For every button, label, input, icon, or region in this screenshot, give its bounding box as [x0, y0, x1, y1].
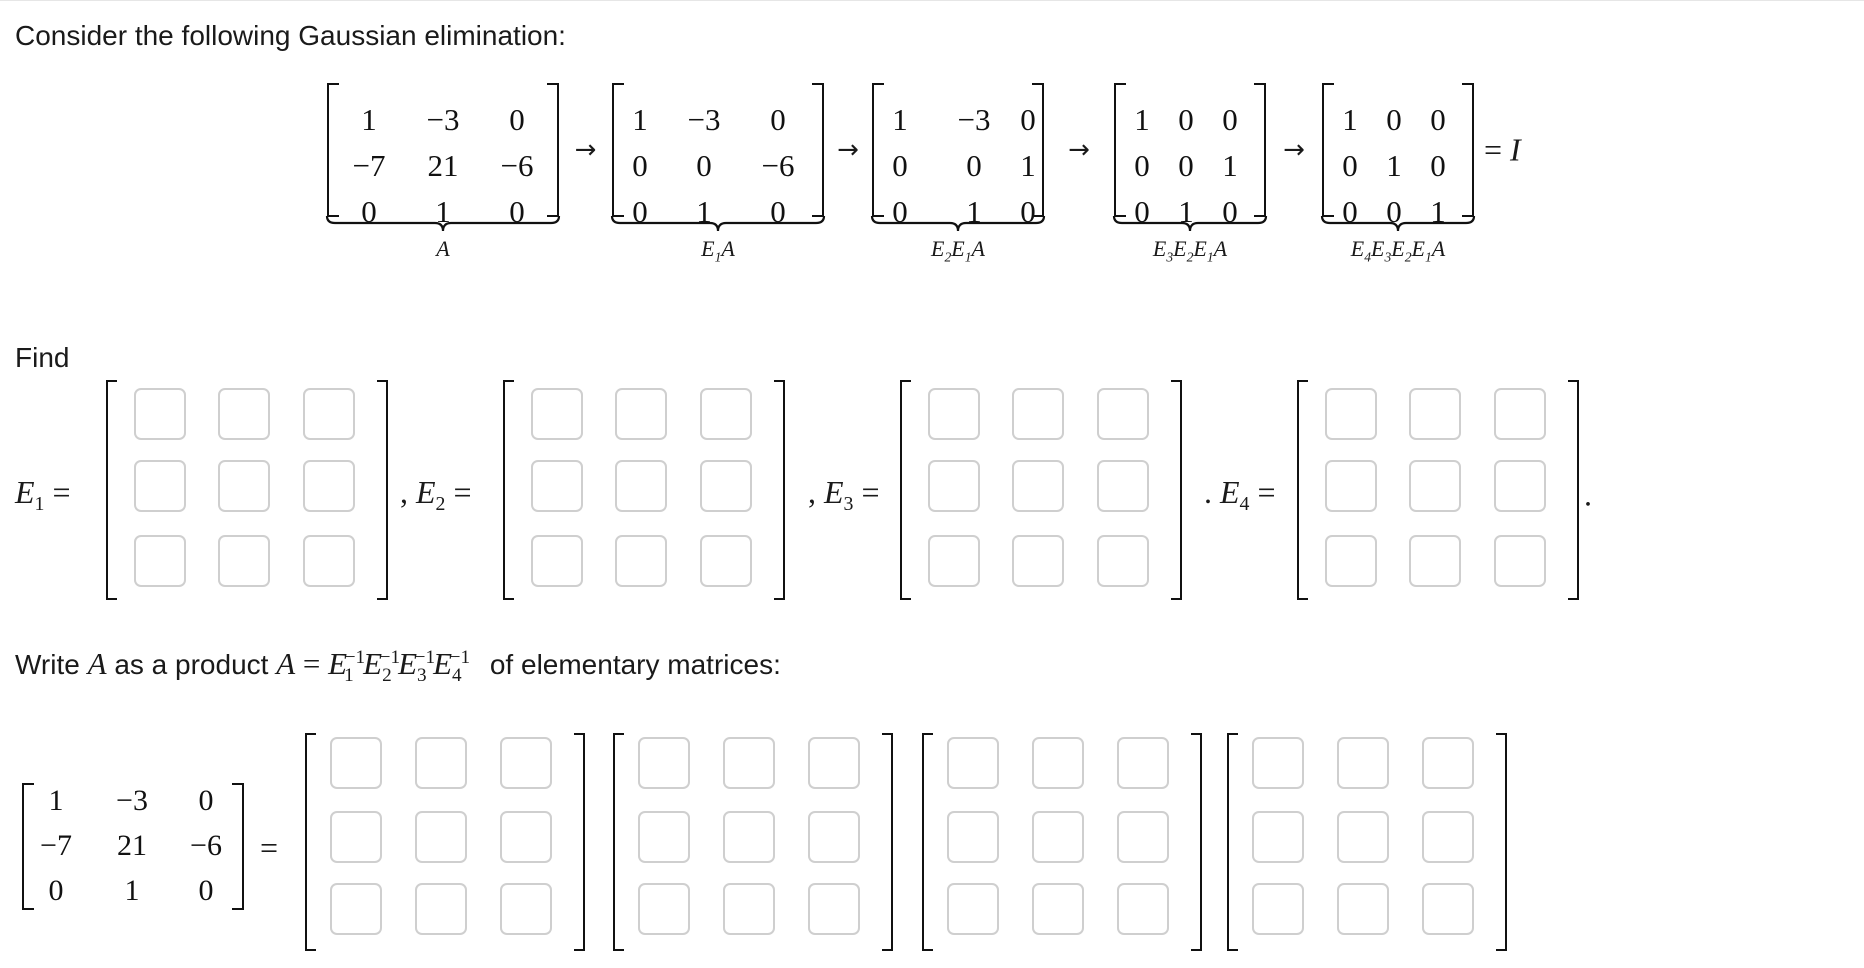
bracket-right — [812, 83, 824, 217]
E2-matrix-entry-r2c2[interactable] — [615, 460, 667, 512]
matrix-cell: −7 — [40, 829, 72, 862]
chain-matrix-2 — [612, 83, 824, 229]
E3-matrix-entry-r2c1[interactable] — [928, 460, 980, 512]
matrix-cell: 0 — [770, 194, 786, 229]
prompt-mid: as a product — [114, 649, 269, 680]
inverse-E3-matrix — [922, 733, 1202, 951]
inverse-E1-matrix-entry-r3c1[interactable] — [330, 883, 382, 935]
matrix-cell: 0 — [1430, 102, 1446, 137]
matrix-cell: 0 — [48, 874, 64, 907]
inverse-E4-matrix-entry-r2c2[interactable] — [1337, 811, 1389, 863]
inverse-E2-matrix-entry-r1c1[interactable] — [638, 737, 690, 789]
matrix-cell: 0 — [198, 784, 214, 817]
matrix-cell: 0 — [892, 148, 908, 183]
E1-matrix-entry-r1c3[interactable] — [303, 388, 355, 440]
matrix-cell: 1 — [1178, 194, 1194, 229]
matrix-cell: −7 — [352, 148, 386, 183]
matrix-cell: 1 — [632, 102, 648, 137]
arrow-icon: → — [837, 135, 859, 165]
matrix-cell: −6 — [500, 148, 534, 183]
matrix-cell: 0 — [198, 874, 214, 907]
bracket-right — [1568, 380, 1579, 600]
underbrace — [325, 214, 561, 234]
underbrace — [1112, 214, 1268, 234]
inverse-E1-matrix — [305, 733, 585, 951]
bracket-left — [1297, 380, 1308, 600]
product-prompt — [15, 646, 781, 687]
matrix-cell: 1 — [1134, 102, 1150, 137]
chain-matrix-4 — [1114, 83, 1266, 229]
E4-matrix-entry-r2c1[interactable] — [1325, 460, 1377, 512]
inverse-E2-matrix-entry-r2c2[interactable] — [723, 811, 775, 863]
E4-matrix-entry-r3c2[interactable] — [1409, 535, 1461, 587]
inverse-E2-matrix-entry-r3c1[interactable] — [638, 883, 690, 935]
inverse-E4-matrix-entry-r3c1[interactable] — [1252, 883, 1304, 935]
matrix-cell: −3 — [687, 102, 721, 137]
inverse-E4-matrix-entry-r2c3[interactable] — [1422, 811, 1474, 863]
E4-matrix — [1297, 380, 1579, 600]
E1-matrix-entry-r2c3[interactable] — [303, 460, 355, 512]
E4-matrix-entry-r3c3[interactable] — [1494, 535, 1546, 587]
E1-matrix-entry-r3c1[interactable] — [134, 535, 186, 587]
chain-matrix-3 — [872, 83, 1044, 229]
inverse-E3-matrix-entry-r2c3[interactable] — [1117, 811, 1169, 863]
matrix-cell: 1 — [48, 784, 64, 817]
bracket-left — [900, 380, 911, 600]
underbrace — [1320, 214, 1476, 234]
E3-matrix-entry-r1c1[interactable] — [928, 388, 980, 440]
brace-label: A — [436, 236, 450, 261]
inverse-E4-matrix-entry-r1c3[interactable] — [1422, 737, 1474, 789]
bracket-right — [882, 733, 893, 951]
E3-matrix-entry-r3c2[interactable] — [1012, 535, 1064, 587]
E2-matrix-entry-r2c1[interactable] — [531, 460, 583, 512]
E2-matrix — [503, 380, 785, 600]
bracket-left — [612, 83, 624, 217]
matrix-cell: −3 — [957, 102, 991, 137]
bracket-right — [377, 380, 388, 600]
matrix-cell: 1 — [966, 194, 982, 229]
matrix-cell: 1 — [1020, 148, 1036, 183]
inverse-E2-matrix-entry-r2c3[interactable] — [808, 811, 860, 863]
E3-matrix — [900, 380, 1182, 600]
inverse-E4-matrix-entry-r3c3[interactable] — [1422, 883, 1474, 935]
matrix-cell: 0 — [632, 148, 648, 183]
inverse-E4-matrix-entry-r3c2[interactable] — [1337, 883, 1389, 935]
matrix-cell: 0 — [1134, 148, 1150, 183]
matrix-cell: 21 — [117, 829, 147, 862]
inverse-E3-matrix-entry-r2c1[interactable] — [947, 811, 999, 863]
inverse-E1-matrix-entry-r1c1[interactable] — [330, 737, 382, 789]
matrix-cell: 0 — [361, 194, 377, 229]
arrow-icon: → — [574, 135, 597, 165]
matrix-cell: −3 — [116, 784, 148, 817]
matrix-cell: 0 — [1020, 194, 1036, 229]
E1-matrix — [106, 380, 388, 600]
E2-matrix-entry-r3c2[interactable] — [615, 535, 667, 587]
lhs-matrix — [22, 783, 244, 910]
identity-equals: = I — [1484, 131, 1521, 168]
bracket-left — [613, 733, 624, 951]
inverse-E3-matrix-entry-r1c1[interactable] — [947, 737, 999, 789]
bracket-right — [1191, 733, 1202, 951]
matrix-cell: 0 — [1342, 194, 1358, 229]
chain-matrix-1 — [327, 83, 559, 229]
inverse-E3-matrix-entry-r3c1[interactable] — [947, 883, 999, 935]
brace-label: $E_3E_2E_1A$ — [1152, 236, 1228, 265]
E4-matrix-entry-r2c2[interactable] — [1409, 460, 1461, 512]
E4-matrix-entry-r2c3[interactable] — [1494, 460, 1546, 512]
bracket-right — [232, 783, 244, 910]
E2-matrix-entry-r1c2[interactable] — [615, 388, 667, 440]
underbrace — [870, 214, 1046, 234]
inverse-E3-matrix-entry-r1c3[interactable] — [1117, 737, 1169, 789]
product-formula: $A = E_1^{-1}E_2^{-1}E_3^{-1}E_4^{-1}$ — [276, 646, 471, 687]
E2-matrix-entry-r2c3[interactable] — [700, 460, 752, 512]
E3-matrix-entry-r3c1[interactable] — [928, 535, 980, 587]
E1-matrix-entry-r2c2[interactable] — [218, 460, 270, 512]
inverse-E4-matrix-entry-r1c2[interactable] — [1337, 737, 1389, 789]
inverse-E1-matrix-entry-r3c3[interactable] — [500, 883, 552, 935]
bracket-right — [547, 83, 559, 217]
inverse-E3-matrix-entry-r2c2[interactable] — [1032, 811, 1084, 863]
matrix-cell: 0 — [1178, 148, 1194, 183]
E2-matrix-entry-r3c3[interactable] — [700, 535, 752, 587]
matrix-cell: −6 — [190, 829, 222, 862]
matrix-cell: 0 — [770, 102, 786, 137]
matrix-cell: 0 — [892, 194, 908, 229]
E4-matrix-entry-r3c1[interactable] — [1325, 535, 1377, 587]
matrix-cell: 1 — [892, 102, 908, 137]
inverse-E4-matrix-entry-r2c1[interactable] — [1252, 811, 1304, 863]
bracket-left — [1227, 733, 1238, 951]
inverse-E1-matrix-entry-r1c2[interactable] — [415, 737, 467, 789]
prompt-pre: Write — [15, 649, 80, 680]
inverse-E1-matrix-entry-r2c3[interactable] — [500, 811, 552, 863]
inverse-E2-matrix-entry-r3c3[interactable] — [808, 883, 860, 935]
arrow-icon: → — [1068, 135, 1090, 165]
inverse-E4-matrix — [1227, 733, 1507, 951]
chain-matrix-5 — [1322, 83, 1474, 229]
matrix-cell: −6 — [761, 148, 795, 183]
E3-matrix-entry-r3c3[interactable] — [1097, 535, 1149, 587]
bracket-right — [1496, 733, 1507, 951]
matrix-cell: 1 — [124, 874, 140, 907]
intro-text: Consider the following Gaussian elimination: — [15, 20, 566, 51]
prompt-var: A — [87, 646, 107, 681]
matrix-cell: 0 — [509, 102, 525, 137]
arrow-icon: → — [1283, 135, 1305, 165]
matrix-cell: 0 — [696, 148, 712, 183]
inverse-E2-matrix-entry-r1c3[interactable] — [808, 737, 860, 789]
inverse-E1-matrix-entry-r2c1[interactable] — [330, 811, 382, 863]
E4-matrix-entry-r1c1[interactable] — [1325, 388, 1377, 440]
matrix-cell: 0 — [1222, 102, 1238, 137]
E1-matrix-entry-r1c1[interactable] — [134, 388, 186, 440]
find-label: Find — [15, 342, 70, 373]
matrix-cell: 0 — [1020, 102, 1036, 137]
find-end-period: . — [1584, 476, 1592, 513]
E1-matrix-entry-r3c2[interactable] — [218, 535, 270, 587]
E1-matrix-entry-r2c1[interactable] — [134, 460, 186, 512]
inverse-E2-matrix-entry-r3c2[interactable] — [723, 883, 775, 935]
bracket-left — [327, 83, 339, 217]
inverse-E1-matrix-entry-r2c2[interactable] — [415, 811, 467, 863]
inverse-E2-matrix — [613, 733, 893, 951]
matrix-cell: 0 — [1134, 194, 1150, 229]
matrix-cell: 21 — [427, 148, 459, 183]
inverse-E2-matrix-entry-r1c2[interactable] — [723, 737, 775, 789]
bracket-right — [1254, 83, 1266, 217]
bracket-right — [1462, 83, 1474, 217]
matrix-cell: 1 — [1342, 102, 1358, 137]
bracket-left — [872, 83, 884, 217]
E3-matrix-entry-r1c2[interactable] — [1012, 388, 1064, 440]
matrix-cell: 0 — [632, 194, 648, 229]
E1-matrix-entry-r1c2[interactable] — [218, 388, 270, 440]
inverse-E2-matrix-entry-r2c1[interactable] — [638, 811, 690, 863]
E3-matrix-entry-r1c3[interactable] — [1097, 388, 1149, 440]
inverse-E3-matrix-entry-r1c2[interactable] — [1032, 737, 1084, 789]
lhs-equals: = — [260, 829, 279, 866]
find-e4-label: . $E_4$ = — [1204, 473, 1276, 516]
bracket-left — [305, 733, 316, 951]
find-e1-label: $E_1$ = — [15, 473, 71, 516]
matrix-cell: 1 — [361, 102, 377, 137]
matrix-cell: 0 — [1430, 148, 1446, 183]
E2-matrix-entry-r3c1[interactable] — [531, 535, 583, 587]
brace-label: $E_4E_3E_2E_1A$ — [1350, 236, 1446, 265]
matrix-cell: 0 — [1386, 194, 1402, 229]
E1-matrix-entry-r3c3[interactable] — [303, 535, 355, 587]
top-border — [0, 0, 1864, 1]
E2-matrix-entry-r1c3[interactable] — [700, 388, 752, 440]
E4-matrix-entry-r1c3[interactable] — [1494, 388, 1546, 440]
find-e3-label: , $E_3$ = — [808, 473, 880, 516]
prompt-post: of elementary matrices: — [489, 649, 781, 680]
E3-matrix-entry-r2c3[interactable] — [1097, 460, 1149, 512]
bracket-left — [922, 733, 933, 951]
inverse-E3-matrix-entry-r3c2[interactable] — [1032, 883, 1084, 935]
brace-label: $E_2E_1A$ — [931, 236, 985, 265]
bracket-left — [106, 380, 117, 600]
matrix-cell: 1 — [435, 194, 451, 229]
inverse-E1-matrix-entry-r1c3[interactable] — [500, 737, 552, 789]
E3-matrix-entry-r2c2[interactable] — [1012, 460, 1064, 512]
matrix-cell: 0 — [1178, 102, 1194, 137]
matrix-cell: 0 — [1222, 194, 1238, 229]
inverse-E3-matrix-entry-r3c3[interactable] — [1117, 883, 1169, 935]
matrix-cell: 1 — [1222, 148, 1238, 183]
underbrace — [610, 214, 826, 234]
bracket-left — [503, 380, 514, 600]
brace-label: $E_1A$ — [701, 236, 735, 265]
find-e2-label: , $E_2$ = — [400, 473, 472, 516]
matrix-cell: 1 — [1386, 148, 1402, 183]
bracket-right — [574, 733, 585, 951]
matrix-cell: 1 — [1430, 194, 1446, 229]
matrix-cell: 1 — [696, 194, 712, 229]
E2-matrix-entry-r1c1[interactable] — [531, 388, 583, 440]
matrix-cell: −3 — [426, 102, 460, 137]
matrix-cell: 0 — [1386, 102, 1402, 137]
bracket-right — [1171, 380, 1182, 600]
bracket-left — [1322, 83, 1334, 217]
inverse-E1-matrix-entry-r3c2[interactable] — [415, 883, 467, 935]
matrix-cell: 0 — [966, 148, 982, 183]
matrix-cell: 0 — [1342, 148, 1358, 183]
inverse-E4-matrix-entry-r1c1[interactable] — [1252, 737, 1304, 789]
bracket-right — [774, 380, 785, 600]
E4-matrix-entry-r1c2[interactable] — [1409, 388, 1461, 440]
bracket-left — [1114, 83, 1126, 217]
bracket-left — [22, 783, 34, 910]
matrix-cell: 0 — [509, 194, 525, 229]
